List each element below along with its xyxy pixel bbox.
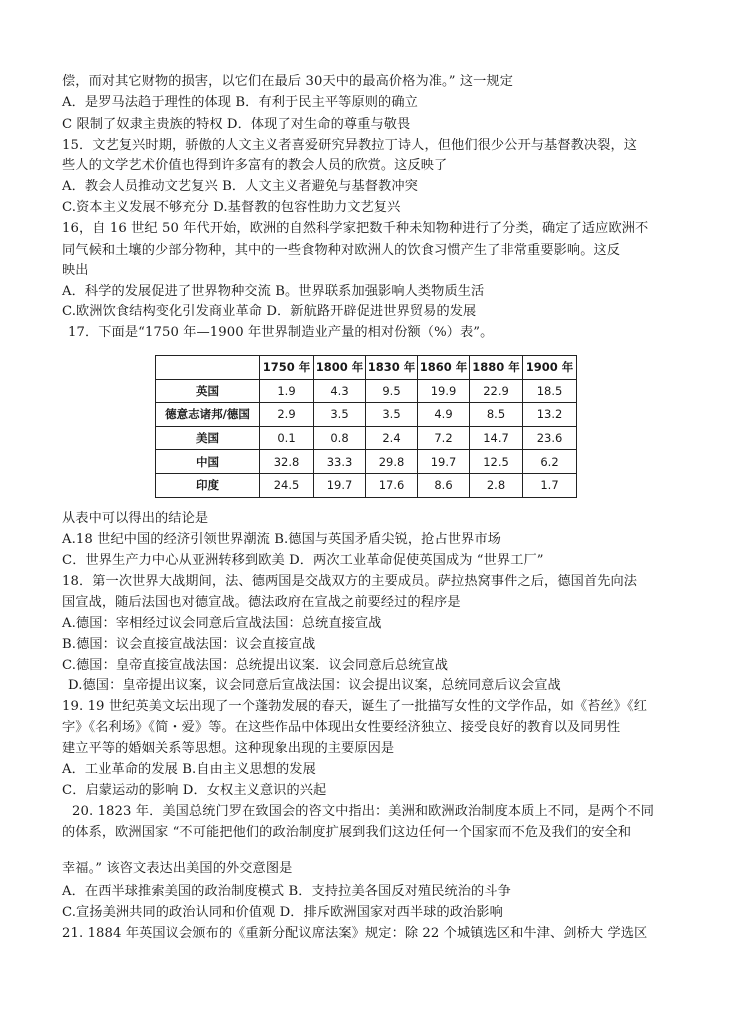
table-cell: 24.5 xyxy=(260,473,314,497)
table-cell: 14.7 xyxy=(470,426,523,450)
table-year-header: 1880 年 xyxy=(470,356,523,380)
q18-stem: 18．第一次世界大战期间，法、德两国是交战双方的主要成员。萨拉热窝事件之后，德国首先向法 xyxy=(62,574,638,589)
table-cell: 23.6 xyxy=(523,426,577,450)
q16-options-cd: C.欧洲饮食结构变化引发商业革命 D．新航路开辟促进世界贸易的发展 xyxy=(62,304,477,319)
table-row xyxy=(156,450,577,474)
q21-stem: 21. 1884 年英国议会颁布的《重新分配议席法案》规定：除 22 个城镇选区和牛津、剑桥大 学选区 xyxy=(62,926,648,941)
table-cell: 19.9 xyxy=(418,379,470,403)
table-cell: 4.3 xyxy=(314,379,366,403)
q18-option-c: C.德国：皇帝直接宣战法国：总统提出议案．议会同意后总统宣战 xyxy=(62,658,449,673)
table-row-label: 美国 xyxy=(156,426,260,450)
table-year-header: 1860 年 xyxy=(418,356,470,380)
q15-options-ab: A．教会人员推动文艺复兴 B．人文主义者避免与基督教冲突 xyxy=(62,179,418,194)
manufacturing-share-table xyxy=(155,355,577,498)
q14-options-ab: A．是罗马法趋于理性的体现 B．有利于民主平等原则的确立 xyxy=(62,95,418,110)
table-cell: 13.2 xyxy=(523,403,577,427)
table-cell: 9.5 xyxy=(366,379,418,403)
table-cell: 22.9 xyxy=(470,379,523,403)
table-cell: 7.2 xyxy=(418,426,470,450)
table-row xyxy=(156,473,577,497)
table-year-header: 1830 年 xyxy=(366,356,418,380)
table-row xyxy=(156,379,577,403)
table-cell: 19.7 xyxy=(418,450,470,474)
table-cell: 4.9 xyxy=(418,403,470,427)
q18-option-b: B.德国：议会直接宣战法国：议会直接宣战 xyxy=(62,637,316,652)
table-cell: 18.5 xyxy=(523,379,577,403)
q19-stem: 字》《名利场》《简・爱》等。在这些作品中体现出女性要经济独立、接受良好的教育以及同男性 xyxy=(62,720,621,735)
q16-options-ab: A．科学的发展促进了世界物种交流 B。世界联系加强影响人类物质生活 xyxy=(62,284,485,299)
table-cell: 12.5 xyxy=(470,450,523,474)
table-cell: 33.3 xyxy=(314,450,366,474)
q14-options-cd: C 限制了奴隶主贵族的特权 D．体现了对生命的尊重与敬畏 xyxy=(62,117,411,132)
table-cell: 0.1 xyxy=(260,426,314,450)
q20-options-cd: C.宣扬美洲共同的政治认同和价值观 D．排斥欧洲国家对西半球的政治影响 xyxy=(62,905,503,920)
q17-stem: 17．下面是“1750 年—1900 年世界制造业产量的相对份额（%）表”。 xyxy=(68,325,494,340)
q14-stem-end: 偿，而对其它财物的损害，以它们在最后 30天中的最高价格为准。” 这一规定 xyxy=(62,74,514,89)
q17-question: 从表中可以得出的结论是 xyxy=(62,511,209,526)
q20-options-ab: A．在西半球推索美国的政治制度模式 B．支持拉美各国反对殖民统治的斗争 xyxy=(62,884,511,899)
table-cell: 0.8 xyxy=(314,426,366,450)
table-cell: 1.7 xyxy=(523,473,577,497)
table-cell: 8.5 xyxy=(470,403,523,427)
table-header-row xyxy=(156,356,577,380)
table-row-label: 英国 xyxy=(156,379,260,403)
table-corner-cell xyxy=(156,356,260,380)
table-row-label: 德意志诸邦/德国 xyxy=(156,403,260,427)
q19-options-ab: A．工业革命的发展 B.自由主义思想的发展 xyxy=(62,762,316,777)
q17-options-ab: A.18 世纪中国的经济引领世界潮流 B.德国与英国矛盾尖锐，抢占世界市场 xyxy=(62,532,501,547)
q16-stem: 映出 xyxy=(62,263,89,278)
q18-option-a: A.德国：宰相经过议会同意后宣战法国：总统直接宣战 xyxy=(62,616,382,631)
q15-stem: 些人的文学艺术价值也得到许多富有的教会人员的欣赏。这反映了 xyxy=(62,158,448,173)
table-cell: 1.9 xyxy=(260,379,314,403)
table-cell: 32.8 xyxy=(260,450,314,474)
table-cell: 17.6 xyxy=(366,473,418,497)
q19-options-cd: C．启蒙运动的影响 D．女权主义意识的兴起 xyxy=(62,783,327,798)
q16-stem: 16，自 16 世纪 50 年代开始，欧洲的自然科学家把数千种未知物种进行了分类，确定了适应欧洲不 xyxy=(62,221,649,236)
q18-option-d: D.德国：皇帝提出议案，议会同意后宣战法国：议会提出议案，总统同意后议会宣战 xyxy=(68,678,561,693)
q20-stem: 20. 1823 年．美国总统门罗在致国会的咨文中指出：美洲和欧洲政治制度本质上不同，是两个不同 xyxy=(72,804,655,819)
q20-stem: 幸福。” 该咨文表达出美国的外交意图是 xyxy=(62,861,293,876)
q17-options-cd: C．世界生产力中心从亚洲转移到欧美 D．两次工业革命促使英国成为 “世界工厂” xyxy=(62,553,544,568)
table-cell: 3.5 xyxy=(314,403,366,427)
table-year-header: 1750 年 xyxy=(260,356,314,380)
q16-stem: 同气候和土壤的少部分物种，其中的一些食物种对欧洲人的饮食习惯产生了非常重要影响。这反 xyxy=(62,243,621,258)
table-row xyxy=(156,403,577,427)
table-cell: 2.8 xyxy=(470,473,523,497)
table-cell: 2.4 xyxy=(366,426,418,450)
q20-stem: 的体系，欧洲国家 “不可能把他们的政治制度扩展到我们这边任何一个国家而不危及我们的安全和 xyxy=(62,825,632,840)
table-row-label: 印度 xyxy=(156,473,260,497)
table-cell: 3.5 xyxy=(366,403,418,427)
q19-stem: 19. 19 世纪英美文坛出现了一个蓬勃发展的春天，诞生了一批描写女性的文学作品，如《苔丝》《红 xyxy=(62,699,648,714)
table-cell: 29.8 xyxy=(366,450,418,474)
table-row xyxy=(156,426,577,450)
q19-stem: 建立平等的婚姻关系等思想。这种现象出现的主要原因是 xyxy=(62,741,395,756)
table-cell: 19.7 xyxy=(314,473,366,497)
q15-options-cd: C.资本主义发展不够充分 D.基督教的包容性助力文艺复兴 xyxy=(62,200,401,215)
table-year-header: 1900 年 xyxy=(523,356,577,380)
table-row-label: 中国 xyxy=(156,450,260,474)
q18-stem: 国宣战，随后法国也对德宣战。德法政府在宣战之前要经过的程序是 xyxy=(62,595,461,610)
table-cell: 6.2 xyxy=(523,450,577,474)
table-year-header: 1800 年 xyxy=(314,356,366,380)
q15-stem: 15．文艺复兴时期，骄傲的人文主义者喜爱研究异教拉丁诗人，但他们很少公开与基督教决裂，这 xyxy=(62,138,638,153)
table-cell: 8.6 xyxy=(418,473,470,497)
table-cell: 2.9 xyxy=(260,403,314,427)
